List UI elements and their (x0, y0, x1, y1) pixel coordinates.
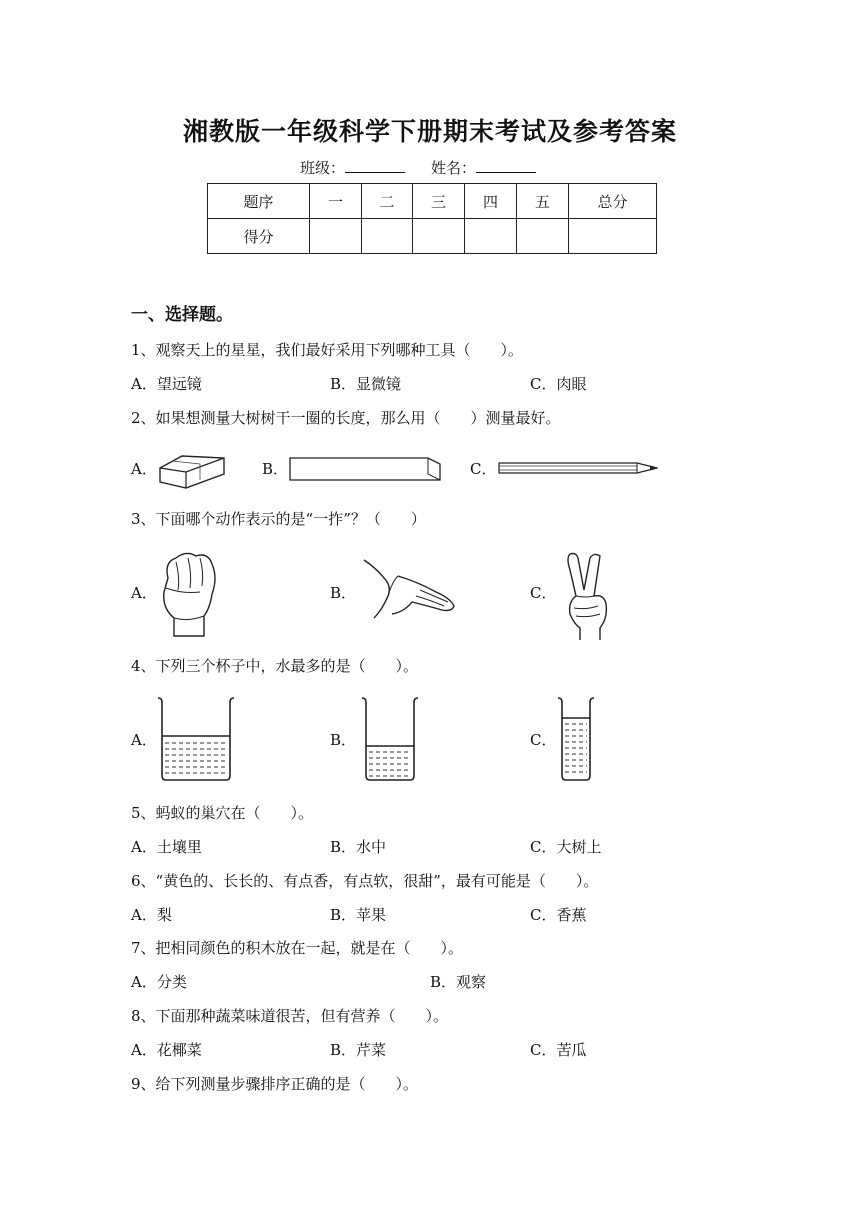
option-b[interactable]: B．显微镜 (330, 375, 402, 393)
option-c[interactable]: C． (530, 731, 557, 749)
name-blank[interactable] (476, 158, 536, 173)
score-header-cell: 五 (517, 184, 569, 219)
class-blank[interactable] (345, 158, 405, 173)
score-cell[interactable] (362, 219, 413, 254)
option-c[interactable]: C．肉眼 (530, 375, 587, 393)
narrow-beaker-icon (556, 696, 596, 782)
score-header-cell: 一 (310, 184, 362, 219)
ruler-icon (288, 454, 444, 482)
option-b[interactable]: B． (262, 460, 289, 478)
option-c[interactable]: C． (530, 584, 557, 602)
score-cell[interactable] (517, 219, 569, 254)
score-row-label: 得分 (208, 219, 310, 254)
question-text: 9、给下列测量步骤排序正确的是（ ）。 (131, 1075, 419, 1093)
score-header-cell: 四 (465, 184, 517, 219)
option-b[interactable]: B．芹菜 (330, 1041, 387, 1059)
section-heading: 一、选择题。 (131, 305, 233, 325)
option-a[interactable]: A．分类 (131, 973, 187, 991)
score-cell[interactable] (310, 219, 362, 254)
span-hand-icon (358, 556, 460, 622)
option-c[interactable]: C．香蕉 (530, 906, 587, 924)
question-text: 4、下列三个杯子中，水最多的是（ ）。 (131, 657, 419, 675)
option-a[interactable]: A．望远镜 (131, 375, 202, 393)
score-table-header-row (208, 184, 657, 219)
student-info (300, 157, 562, 178)
question-text: 8、下面那种蔬菜味道很苦，但有营养（ ）。 (131, 1007, 449, 1025)
score-table-score-row (208, 219, 657, 254)
option-a[interactable]: A． (131, 731, 157, 749)
page-title: 湘教版一年级科学下册期末考试及参考答案 (182, 117, 677, 146)
pencil-icon (497, 460, 661, 476)
name-label: 姓名： (431, 159, 477, 177)
question-text: 6、“黄色的、长长的、有点香，有点软，很甜”，最有可能是（ ）。 (131, 872, 599, 890)
option-a[interactable]: A．梨 (131, 906, 172, 924)
option-b[interactable]: B． (330, 731, 357, 749)
question-text: 1、观察天上的星星，我们最好采用下列哪种工具（ ）。 (131, 341, 524, 359)
option-a[interactable]: A．土壤里 (131, 838, 202, 856)
option-b[interactable]: B． (330, 584, 357, 602)
option-a[interactable]: A． (131, 460, 157, 478)
option-b[interactable]: B．水中 (330, 838, 387, 856)
score-table (207, 183, 657, 254)
wide-beaker-icon (156, 696, 236, 782)
score-header-cell: 三 (413, 184, 465, 219)
score-cell[interactable] (413, 219, 465, 254)
score-header-cell: 二 (362, 184, 413, 219)
question-text: 3、下面哪个动作表示的是“一拃”？（ ） (131, 510, 426, 528)
option-c[interactable]: C． (470, 460, 497, 478)
question-text: 2、如果想测量大树树干一圈的长度，那么用（ ）测量最好。 (131, 409, 561, 427)
eraser-icon (156, 448, 228, 490)
option-a[interactable]: A． (131, 584, 157, 602)
score-header-cell: 题序 (208, 184, 310, 219)
option-c[interactable]: C．大树上 (530, 838, 602, 856)
fist-hand-icon (156, 548, 222, 640)
score-header-cell: 总分 (569, 184, 657, 219)
class-label: 班级： (300, 159, 346, 177)
option-a[interactable]: A．花椰菜 (131, 1041, 202, 1059)
option-c[interactable]: C．苦瓜 (530, 1041, 587, 1059)
option-b[interactable]: B．观察 (430, 973, 487, 991)
score-cell[interactable] (465, 219, 517, 254)
question-text: 5、蚂蚁的巢穴在（ ）。 (131, 804, 314, 822)
score-cell[interactable] (569, 219, 657, 254)
victory-hand-icon (560, 550, 620, 642)
option-b[interactable]: B．苹果 (330, 906, 387, 924)
question-text: 7、把相同颜色的积木放在一起，就是在（ ）。 (131, 939, 464, 957)
medium-beaker-icon (360, 696, 420, 782)
